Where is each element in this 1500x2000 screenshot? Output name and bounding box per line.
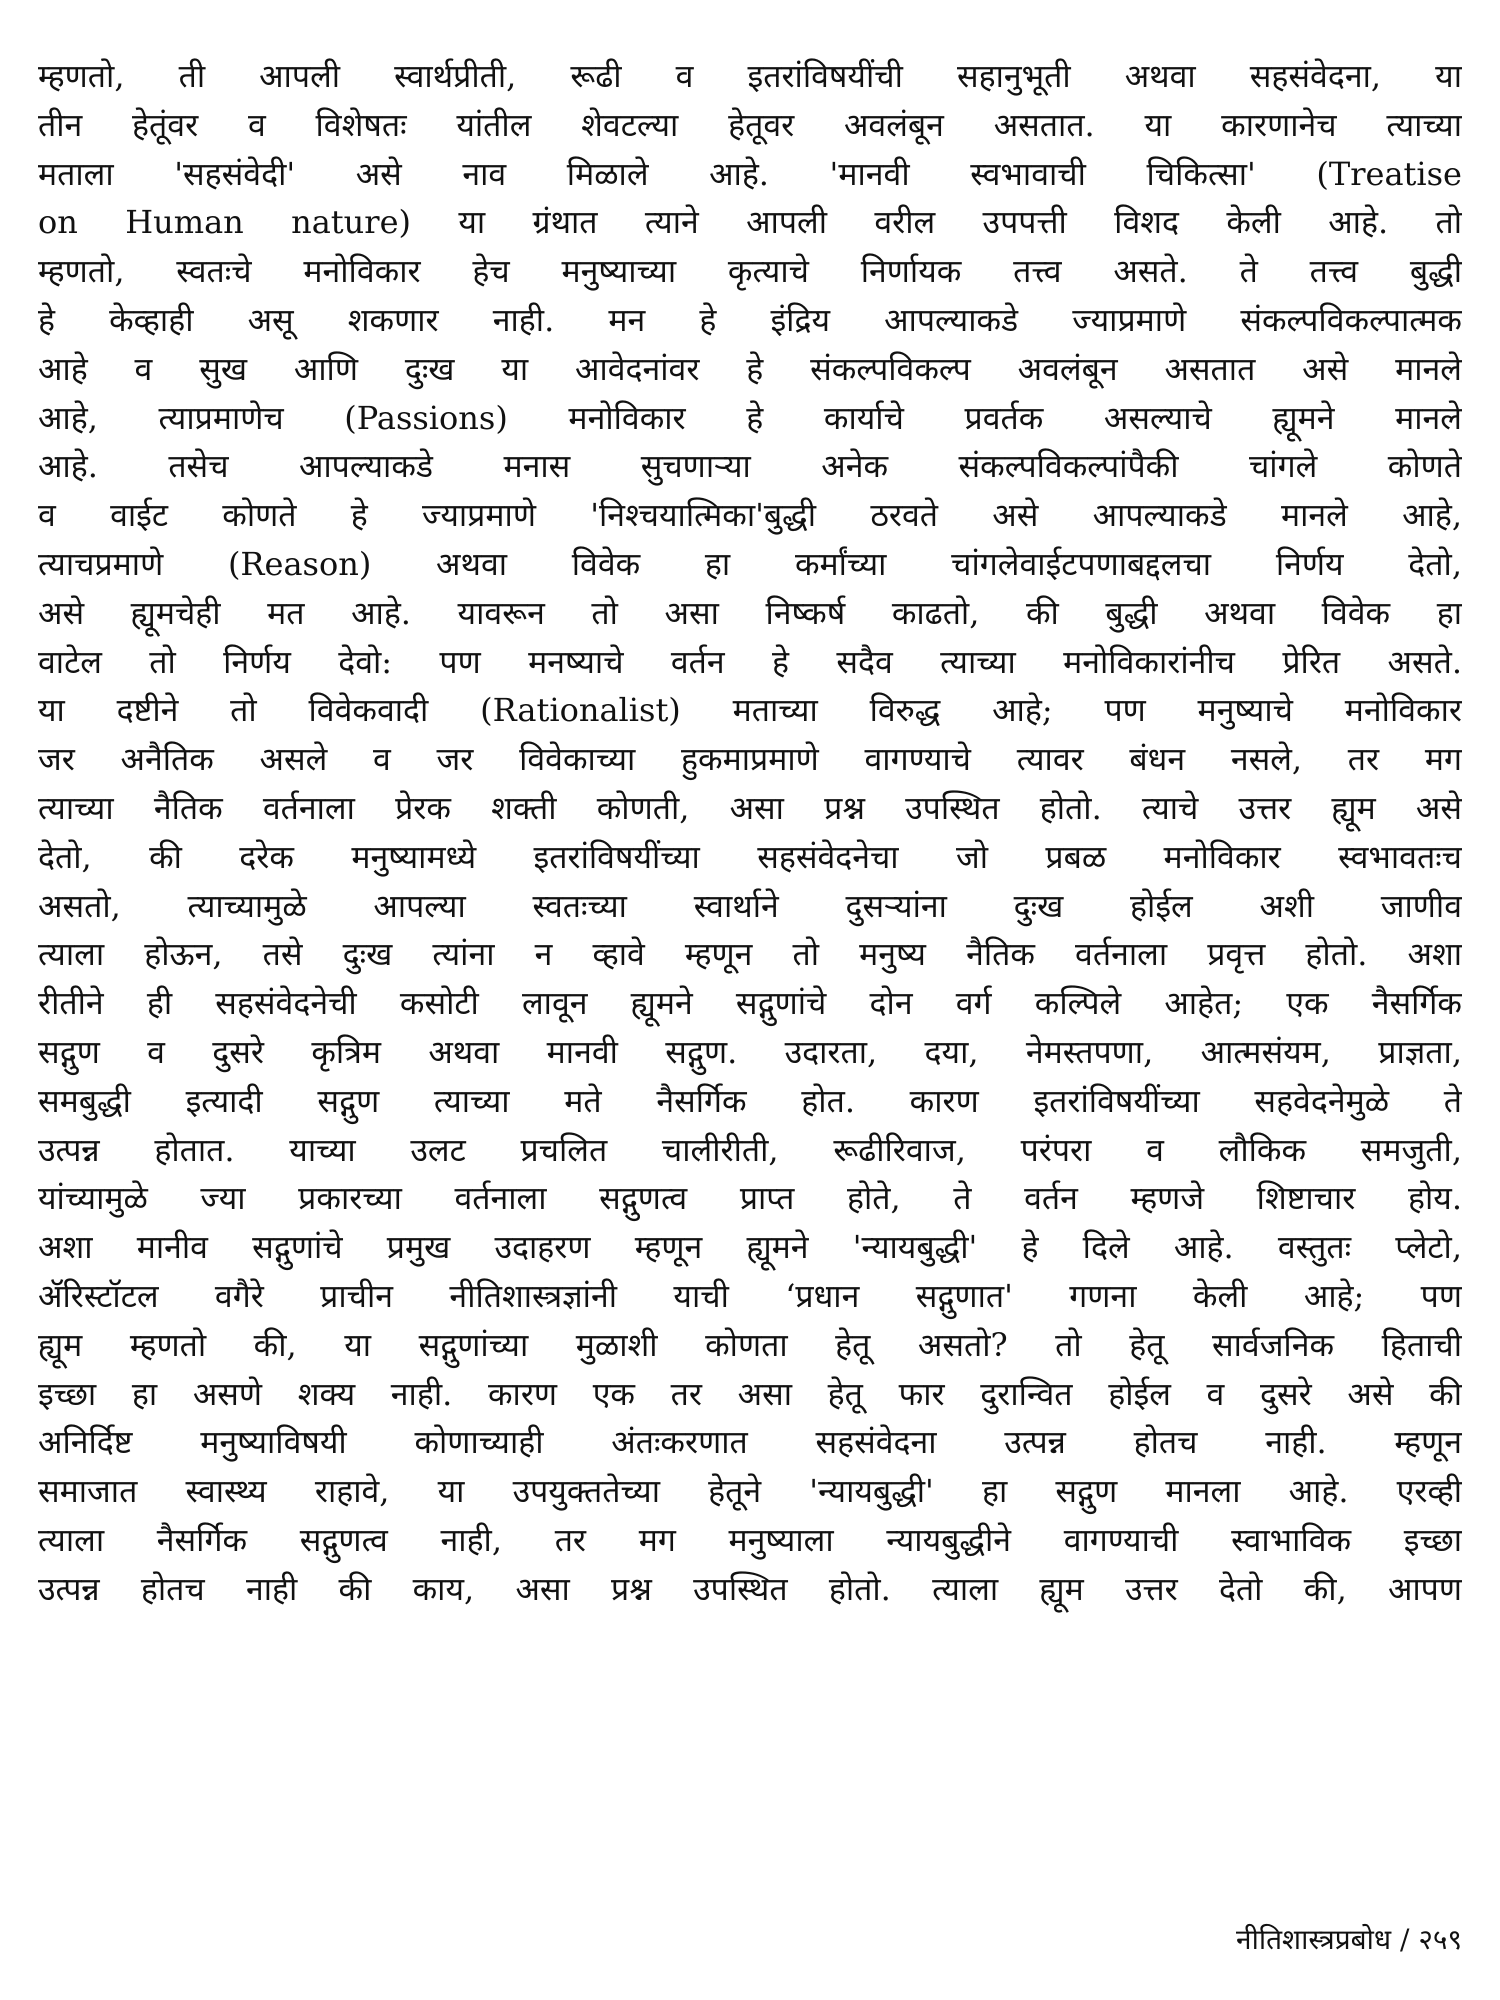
text-line-31: त्याला नैसर्गिक सद्गुणत्व नाही, तर मग मनुष्याला न्यायबुद्धीने वागण्याची स्वाभाविक इच्छा: [38, 1520, 1462, 1559]
text-line-16: त्याच्या नैतिक वर्तनाला प्रेरक शक्ती कोणती, असा प्रश्न उपस्थित होतो. त्याचे उत्तर ह्यूम असे: [38, 788, 1462, 827]
text-line-25: अशा मानीव सद्गुणांचे प्रमुख उदाहरण म्हणून ह्यूमने 'न्यायबुद्धी' हे दिले आहे. वस्तुतः प्लेटो,: [38, 1228, 1462, 1267]
text-line-27: ह्यूम म्हणतो की, या सद्गुणांच्या मुळाशी कोणता हेतू असतो? तो हेतू सार्वजनिक हिताची: [38, 1325, 1462, 1364]
text-line-13: वाटेल तो निर्णय देवो: पण मनष्याचे वर्तन हे सदैव त्याच्या मनोविकारांनीच प्रेरित असते.: [38, 642, 1462, 681]
text-line-23: उत्पन्न होतात. याच्या उलट प्रचलित चालीरीती, रूढीरिवाज, परंपरा व लौकिक समजुती,: [38, 1130, 1462, 1169]
text-line-19: त्याला होऊन, तसे दुःख त्यांना न व्हावे म्हणून तो मनुष्य नैतिक वर्तनाला प्रवृत्त होतो. अशा: [38, 935, 1462, 974]
text-line-32: उत्पन्न होतच नाही की काय, असा प्रश्न उपस्थित होतो. त्याला ह्यूम उत्तर देतो की, आपण: [38, 1569, 1462, 1608]
text-line-21: सद्गुण व दुसरे कृत्रिम अथवा मानवी सद्गुण. उदारता, दया, नेमस्तपणा, आत्मसंयम, प्राज्ञता,: [38, 1032, 1462, 1071]
page-footer-running-title: नीतिशास्त्रप्रबोध / २५९: [1236, 1923, 1462, 1956]
page-body: [38, 52, 1462, 1952]
text-line-24: यांच्यामुळे ज्या प्रकारच्या वर्तनाला सद्गुणत्व प्राप्त होते, ते वर्तन म्हणजे शिष्टाचार होय.: [38, 1179, 1462, 1218]
text-line-28: इच्छा हा असणे शक्य नाही. कारण एक तर असा हेतू फार दुरान्वित होईल व दुसरे असे की: [38, 1374, 1462, 1413]
text-line-11: त्याचप्रमाणे (Reason) अथवा विवेक हा कर्मांच्या चांगलेवाईटपणाबद्दलचा निर्णय देतो,: [38, 544, 1462, 583]
text-line-17: देतो, की दरेक मनुष्यामध्ये इतरांविषयींच्या सहसंवेदनेचा जो प्रबळ मनोविकार स्वभावतःच: [38, 837, 1462, 876]
text-line-22: समबुद्धी इत्यादी सद्गुण त्याच्या मते नैसर्गिक होत. कारण इतरांविषयींच्या सहवेदनेमुळे ते: [38, 1081, 1462, 1120]
text-line-6: हे केव्हाही असू शकणार नाही. मन हे इंद्रिय आपल्याकडे ज्याप्रमाणे संकल्पविकल्पात्मक: [38, 300, 1462, 339]
text-line-12: असे ह्यूमचेही मत आहे. यावरून तो असा निष्कर्ष काढतो, की बुद्धी अथवा विवेक हा: [38, 593, 1462, 632]
text-line-3: मताला 'सहसंवेदी' असे नाव मिळाले आहे. 'मानवी स्वभावाची चिकित्सा' (Treatise: [38, 154, 1462, 193]
text-line-5: म्हणतो, स्वतःचे मनोविकार हेच मनुष्याच्या कृत्याचे निर्णायक तत्त्व असते. ते तत्त्व बुद्धी: [38, 252, 1462, 291]
text-line-20: रीतीने ही सहसंवेदनेची कसोटी लावून ह्यूमने सद्गुणांचे दोन वर्ग कल्पिले आहेत; एक नैसर्गिक: [38, 984, 1462, 1023]
text-line-2: तीन हेतूंवर व विशेषतः यांतील शेवटल्या हेतूवर अवलंबून असतात. या कारणानेच त्याच्या: [38, 105, 1462, 144]
text-line-7: आहे व सुख आणि दुःख या आवेदनांवर हे संकल्पविकल्प अवलंबून असतात असे मानले: [38, 349, 1462, 388]
text-line-29: अनिर्दिष्ट मनुष्याविषयी कोणाच्याही अंतःकरणात सहसंवेदना उत्पन्न होतच नाही. म्हणून: [38, 1423, 1462, 1462]
text-line-15: जर अनैतिक असले व जर विवेकाच्या हुकमाप्रमाणे वागण्याचे त्यावर बंधन नसले, तर मग: [38, 740, 1462, 779]
text-line-14: या दष्टीने तो विवेकवादी (Rationalist) मताच्या विरुद्ध आहे; पण मनुष्याचे मनोविकार: [38, 691, 1462, 730]
text-line-8: आहे, त्याप्रमाणेच (Passions) मनोविकार हे कार्याचे प्रवर्तक असल्याचे ह्यूमने मानले: [38, 398, 1462, 437]
text-line-18: असतो, त्याच्यामुळे आपल्या स्वतःच्या स्वार्थाने दुसऱ्यांना दुःख होईल अशी जाणीव: [38, 886, 1462, 925]
text-line-30: समाजात स्वास्थ्य राहावे, या उपयुक्ततेच्या हेतूने 'न्यायबुद्धी' हा सद्गुण मानला आहे. एरव्ही: [38, 1472, 1462, 1511]
text-line-26: ॲरिस्टॉटल वगैरे प्राचीन नीतिशास्त्रज्ञांनी याची ‘प्रधान सद्गुणात' गणना केली आहे; पण: [38, 1276, 1462, 1315]
text-line-4: on Human nature) या ग्रंथात त्याने आपली वरील उपपत्ती विशद केली आहे. तो: [38, 203, 1462, 242]
text-line-9: आहे. तसेच आपल्याकडे मनास सुचणाऱ्या अनेक संकल्पविकल्पांपैकी चांगले कोणते: [38, 447, 1462, 486]
text-line-10: व वाईट कोणते हे ज्याप्रमाणे 'निश्चयात्मिका'बुद्धी ठरवते असे आपल्याकडे मानले आहे,: [38, 496, 1462, 535]
text-line-1: म्हणतो, ती आपली स्वार्थप्रीती, रूढी व इतरांविषयींची सहानुभूती अथवा सहसंवेदना, या: [38, 57, 1462, 95]
